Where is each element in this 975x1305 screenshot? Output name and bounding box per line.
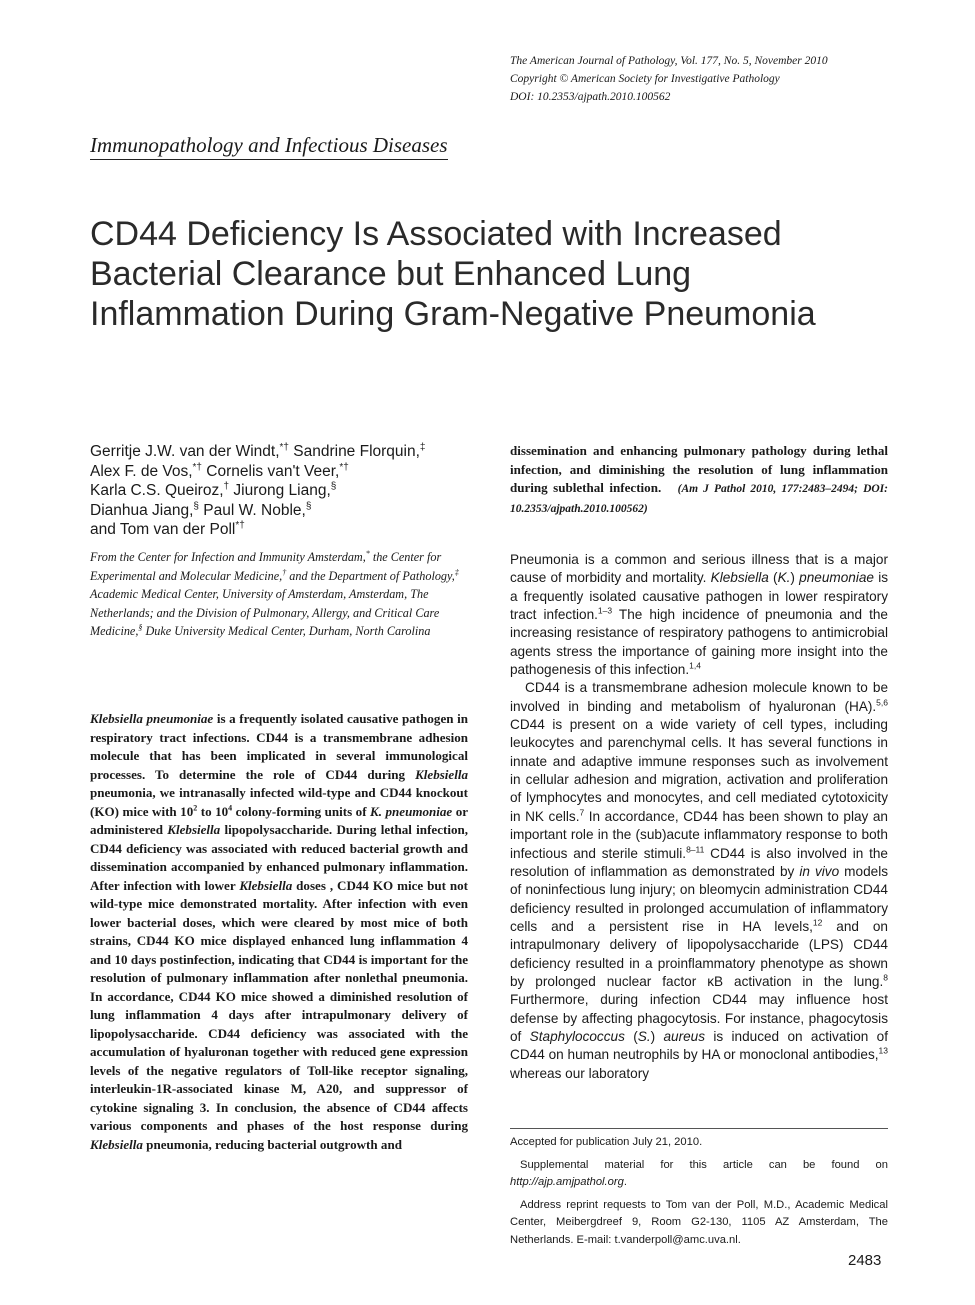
author-affiliation-marker: *† <box>192 461 202 473</box>
author-name: Gerritje J.W. van der Windt, <box>90 443 280 460</box>
author-affiliation-marker: *† <box>235 520 245 532</box>
author-affiliation-marker: § <box>305 500 312 512</box>
accepted-date: Accepted for publication July 21, 2010. <box>510 1136 703 1148</box>
author-affiliation-marker: *† <box>339 461 349 473</box>
section-label: Immunopathology and Infectious Diseases <box>90 133 448 160</box>
article-citation: (Am J Pathol 2010, 177:2483–2494; DOI: 10.2353/ajpath.2010.100562) <box>510 483 888 515</box>
footnote-divider <box>510 1128 888 1129</box>
author-name: Sandrine Florquin, <box>288 443 420 460</box>
author-name: and Tom van der Poll <box>90 521 236 539</box>
paragraph: CD44 is a transmembrane adhesion molecule known to be involved in binding and metabolism of hyaluronan (HA).$^{5,6}$ CD44 is present on a wide variety of cell types, including leukocytes and parenchymal cells. It has several functions in innate and adaptive immune responses such as involvement in cellular adhesion and migration, activation and proliferation of lymphocytes and monocytes, and cell mediated cytotoxicity in NK cells.$^7$ In accordance, CD44 has been shown to play an important role in the (sub)acute inflammatory response to both infectious and sterile stimuli.$^{8-11}$ CD44 is also involved in the resolution of inflammation as demonstrated by in vivo models of noninfectious lung injury; on bleomycin administration CD44 deficiency resulted in prolonged accumulation of inflammatory cells and a persistent rise in HA levels,$^{12}$ and on intrapulmonary delivery of lipopolysaccharide (LPS) CD44 deficiency resulted in a proinflammatory phenotype as shown by prolonged nuclear factor κB activation in the lung.$^8$ Furthermore, during infection CD44 may influence host defense by affecting phagocytosis. For instance, phagocytosis of Staphylococcus (S.) aureus is induced on activation of CD44 on human neutrophils by HA or monoclonal antibodies,$^{13}$ whereas our laboratory <box>510 680 889 1081</box>
supplemental-note: Supplemental material for this article can be found on http://ajp.amjpathol.org. <box>510 1158 888 1188</box>
copyright-notice: Copyright © American Society for Investigative Pathology <box>510 73 780 85</box>
author-name: Alex F. de Vos, <box>90 462 193 480</box>
author-name: Paul W. Noble, <box>198 501 306 519</box>
paragraph: Pneumonia is a common and serious illness that is a major cause of morbidity and mortality. Klebsiella (K.) pneumoniae is a frequently isolated causative pathogen in lower respiratory tract infection.$^{1-3}$ The high incidence of pneumonia and the increasing resistance of respiratory pathogens to antimicrobial agents stress the importance of gaining more insight into the pathogenesis of this infection.$^{1,4}$ <box>510 552 889 678</box>
author-affiliation-marker: *† <box>279 441 289 453</box>
article-title: CD44 Deficiency Is Associated with Increased Bacterial Clearance but Enhanced Lung Inflammation During Gram-Negative Pneumonia <box>90 215 816 333</box>
footnotes <box>510 1134 888 1254</box>
doi-line: DOI: 10.2353/ajpath.2010.100562 <box>510 91 671 103</box>
journal-citation: The American Journal of Pathology, Vol. 177, No. 5, November 2010 <box>510 55 828 67</box>
abstract: Klebsiella pneumoniae is a frequently isolated causative pathogen in respiratory tract infections. CD44 is a transmembrane adhesion molecule that has been implicated in several immunological processes. To determine the role of CD44 during Klebsiella pneumonia, we intranasally infected wild-type and CD44 knockout (KO) mice with $10^2$ to $10^4$ colony-forming units of K. pneumoniae or administered Klebsiella lipopolysaccharide. During lethal infection, CD44 deficiency was associated with reduced bacterial growth and dissemination accompanied by enhanced pulmonary inflammation. After infection with lower Klebsiella doses , CD44 KO mice but not wild-type mice demonstrated mortality. After infection with even lower bacterial doses, which were cleared by most mice of both strains, CD44 KO mice displayed enhanced lung inflammation 4 and 10 days postinfection, indicating that CD44 is important for the resolution of pulmonary inflammation after nonlethal pneumonia. In accordance, CD44 KO mice showed a diminished resolution of lung inflammation 4 days after intrapulmonary delivery of lipopolysaccharide. CD44 deficiency was associated with the accumulation of hyaluronan together with reduced gene expression levels of the negative regulators of Toll-like receptor signaling, interleukin-1R-associated kinase M, A20, and suppressor of cytokine signaling 3. In conclusion, the absence of CD44 affects various components and phases of the host response during Klebsiella pneumonia, reducing bacterial outgrowth and <box>90 711 469 1152</box>
author-affiliation-marker: † <box>223 481 230 493</box>
abstract-continuation: dissemination and enhancing pulmonary pathology during lethal infection, and diminishing the resolution of lung inflammation during sublethal infection. (Am J Pathol 2010, 177:2483–2494; DOI: 10.2353/ajpath.2010.100562) <box>510 443 888 515</box>
body-text <box>510 551 888 1083</box>
reprint-address: Address reprint requests to Tom van der Poll, M.D., Academic Medical Center, Meibergdreef 9, Room G2-130, 1105 AZ Amsterdam, The Netherlands. E-mail: t.vanderpoll@amc.uva.nl. <box>510 1198 888 1246</box>
author-name: Jiurong Liang, <box>229 482 331 500</box>
affiliations: From the Center for Infection and Immunity Amsterdam,* the Center for Experimental and Molecular Medicine,† and the Department of Pathology,‡ Academic Medical Center, University of Amsterdam, Amsterdam, The Netherlands; and the Division of Pulmonary, Allergy, and Critical Care Medicine,§ Duke University Medical Center, Durham, North Carolina <box>90 548 459 638</box>
author-affiliation-marker: § <box>193 500 199 512</box>
author-name: Karla C.S. Queiroz, <box>90 482 224 500</box>
supplemental-link[interactable]: http://ajp.amjpathol.org <box>510 1176 624 1188</box>
author-affiliation-marker: ‡ <box>419 441 426 453</box>
author-affiliation-marker: § <box>330 481 337 493</box>
journal-header <box>510 52 910 106</box>
page-number: 2483 <box>848 1252 882 1269</box>
author-name: Dianhua Jiang, <box>90 501 194 519</box>
author-list <box>90 442 480 540</box>
author-name: Cornelis van't Veer, <box>201 462 340 480</box>
